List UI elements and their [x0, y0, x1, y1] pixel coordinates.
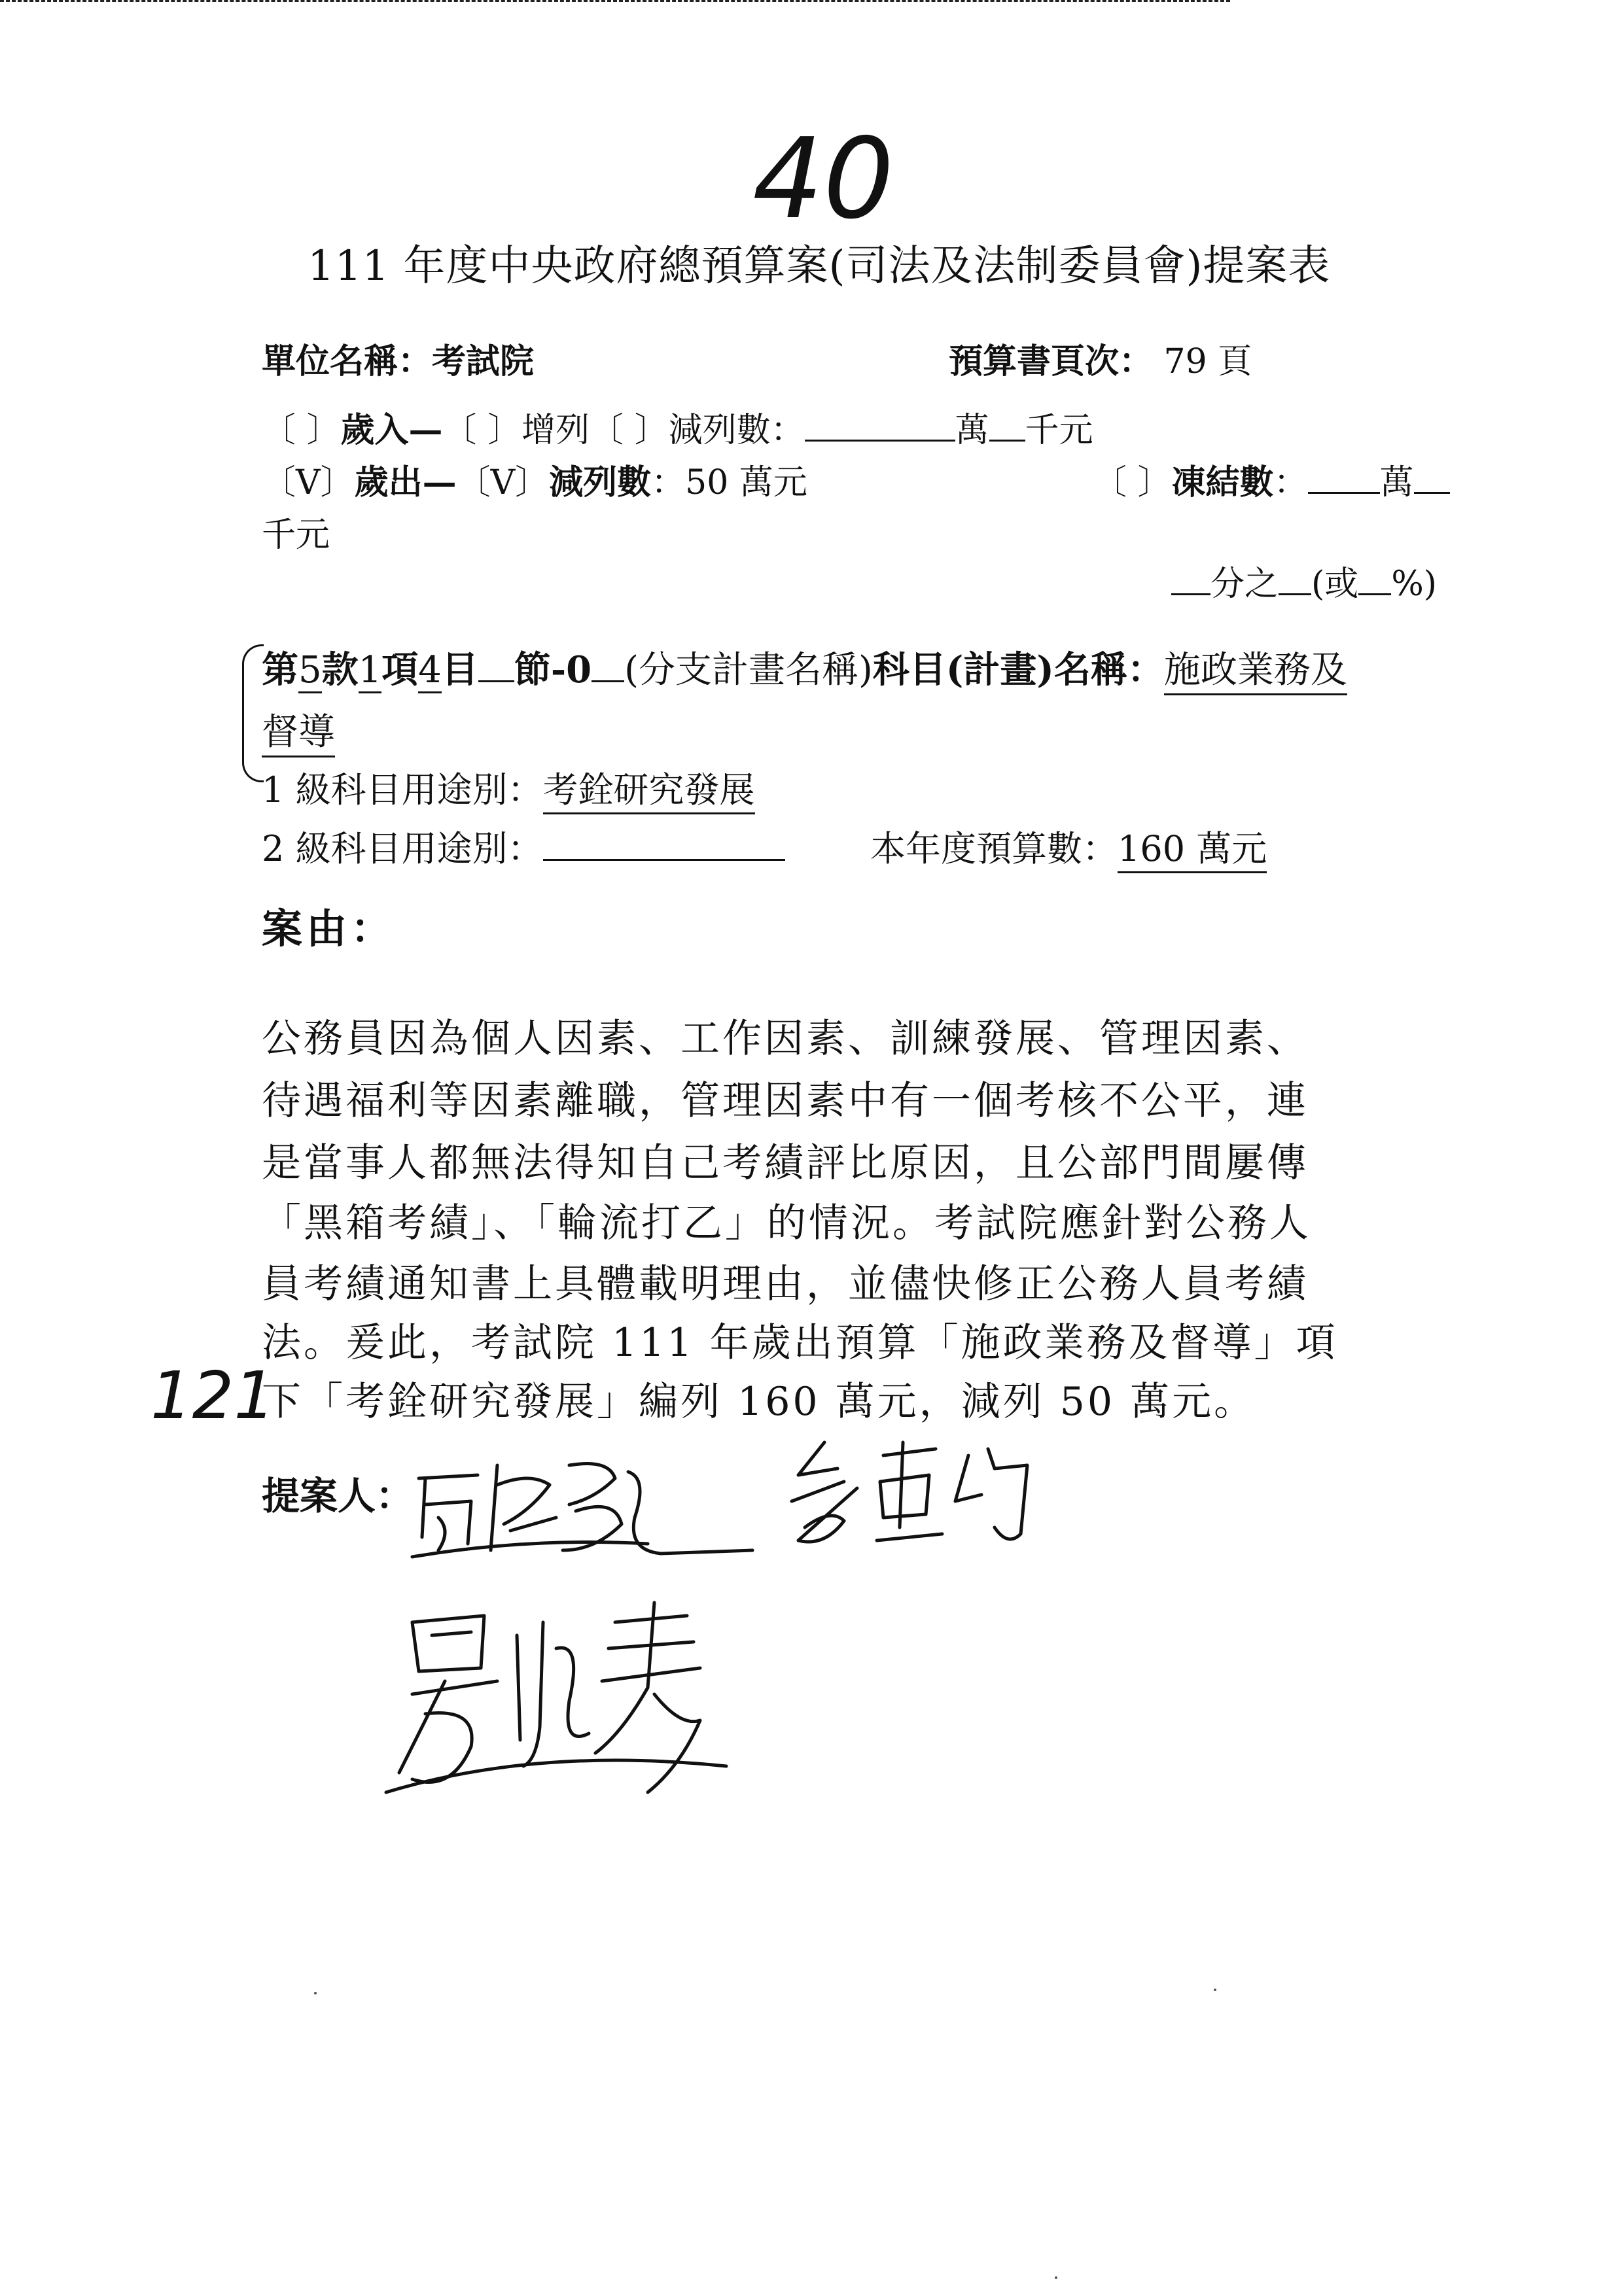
item-mu-value: 4 — [418, 649, 442, 693]
fraction-blank-1 — [1171, 567, 1210, 595]
fraction-text-1: 分之 — [1210, 565, 1279, 604]
revenue-label: 歲入— — [340, 410, 443, 450]
expenditure-dec-label: 減列數 — [549, 462, 652, 502]
annual-budget-row — [870, 821, 1267, 873]
reason-line: 員考績通知書上具體載明理由，並儘快修正公務人員考績 — [262, 1261, 1309, 1307]
expenditure-row — [262, 455, 807, 504]
level1-label: 1 級科目用途別： — [262, 769, 543, 810]
freeze-checkbox: 〔 〕 — [1093, 463, 1172, 502]
level2-row — [262, 821, 785, 871]
reason-heading: 案由： — [262, 905, 396, 952]
item-name-continuation — [262, 703, 335, 757]
fraction-text-3: %) — [1391, 565, 1438, 604]
item-kuan-label: 第 — [262, 648, 298, 691]
level2-blank — [543, 833, 785, 861]
revenue-amount-blank — [805, 413, 955, 442]
fraction-blank-2 — [1279, 567, 1311, 595]
signature-1 — [399, 1439, 766, 1570]
item-row — [262, 641, 1347, 695]
fraction-row — [1171, 556, 1437, 605]
item-jie-unit: 節-0 — [514, 648, 592, 691]
freeze-amount-blank — [1308, 466, 1380, 494]
revenue-dec-checkbox: 〔 〕 — [590, 411, 669, 450]
scan-speck — [1055, 2276, 1057, 2279]
budget-page-row — [949, 334, 1252, 383]
item-jie-blank — [478, 654, 514, 682]
item-xiang-value: 1 — [359, 649, 382, 693]
fraction-text-2: (或 — [1311, 565, 1359, 604]
expenditure-checkbox: 〔V〕 — [262, 463, 355, 502]
item-branch-label: (分支計畫名稱) — [624, 649, 873, 691]
top-dashed-rule — [0, 0, 1230, 2]
reason-line: 待遇福利等因素離職，管理因素中有一個考核不公平，連 — [262, 1078, 1309, 1124]
freeze-colon: ： — [1273, 463, 1308, 502]
item-name-value-1: 施政業務及 — [1164, 641, 1347, 695]
revenue-row — [262, 402, 1093, 451]
item-mu-unit: 目 — [441, 648, 478, 691]
level1-value: 考銓研究發展 — [543, 762, 755, 814]
revenue-unit1: 萬 — [955, 411, 989, 450]
budget-page-label: 預算書頁次： — [949, 341, 1154, 381]
item-kuan-value: 5 — [298, 649, 322, 693]
scan-speck — [314, 1992, 317, 1994]
reason-line: 法。爰此，考試院 111 年歲出預算「施政業務及督導」項 — [262, 1320, 1338, 1366]
revenue-dec-label: 減列數： — [668, 411, 805, 450]
fraction-blank-3 — [1358, 567, 1391, 595]
item-xiang-unit: 項 — [381, 648, 419, 691]
reason-line: 下「考銓研究發展」編列 160 萬元，減列 50 萬元。 — [262, 1379, 1256, 1425]
item-name-label: 科目(計畫)名稱： — [872, 648, 1164, 691]
revenue-inc-checkbox: 〔 〕 — [442, 411, 522, 450]
item-kuan-unit: 款 — [321, 648, 359, 691]
level2-label: 2 級科目用途別： — [262, 828, 543, 869]
expenditure-dec-value: ：50 萬元 — [651, 463, 807, 502]
expenditure-dec-checkbox: 〔V〕 — [456, 463, 550, 502]
annual-budget-label: 本年度預算數： — [870, 828, 1118, 869]
freeze-unit1: 萬 — [1379, 463, 1414, 502]
unit-value: 考試院 — [432, 341, 535, 381]
revenue-unit2: 千元 — [1025, 411, 1093, 450]
page-title: 111 年度中央政府總預算案(司法及法制委員會)提案表 — [308, 242, 1331, 290]
revenue-inc-label: 增列 — [521, 411, 590, 450]
handwritten-page-number: 40 — [752, 114, 894, 244]
scan-speck — [1214, 1989, 1216, 1991]
freeze-row — [1093, 455, 1450, 504]
item-name-value-2: 督導 — [262, 703, 335, 757]
revenue-thousand-blank — [989, 413, 1025, 442]
annual-budget-value: 160 萬元 — [1118, 821, 1267, 873]
proposer-label: 提案人： — [262, 1474, 414, 1518]
signature-3 — [373, 1596, 739, 1812]
freeze-unit2: 千元 — [262, 515, 330, 555]
unit-label: 單位名稱： — [262, 341, 432, 381]
handwritten-margin-number: 121 — [150, 1357, 275, 1434]
expenditure-label: 歲出— — [354, 462, 457, 502]
item-brace — [242, 644, 264, 782]
freeze-thousand-blank — [1414, 466, 1450, 494]
reason-line: 「黑箱考績」、「輪流打乙」的情況。考試院應針對公務人 — [262, 1200, 1311, 1246]
unit-name-row — [262, 334, 534, 383]
freeze-label: 凍結數 — [1171, 462, 1274, 502]
signature-2 — [772, 1429, 1047, 1560]
budget-page-value: 79 頁 — [1163, 342, 1252, 381]
reason-line: 公務員因為個人因素、工作因素、訓練發展、管理因素、 — [262, 1016, 1309, 1062]
revenue-checkbox: 〔 〕 — [262, 411, 341, 450]
level1-row — [262, 762, 755, 814]
item-branch-blank — [591, 654, 624, 682]
reason-line: 是當事人都無法得知自己考績評比原因，且公部門間屢傳 — [262, 1140, 1309, 1186]
